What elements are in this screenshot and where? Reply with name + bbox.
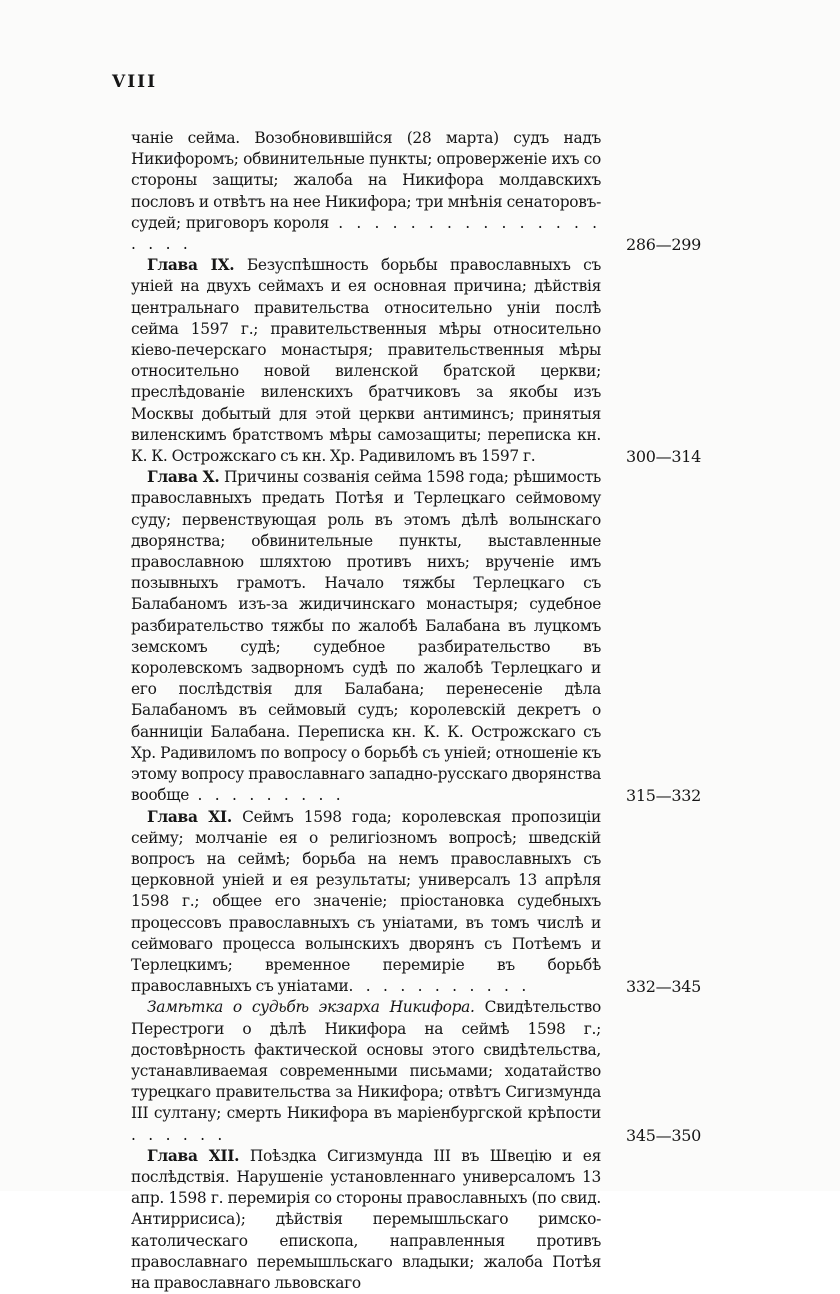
toc-entry <box>131 467 701 806</box>
toc-entry <box>131 1146 601 1294</box>
chapter-heading: Глава XII. <box>147 1146 240 1165</box>
toc-entry-pages: 286—299 <box>626 235 701 255</box>
toc-entry <box>131 997 701 1145</box>
dot-leader: . . . . . . . . . <box>189 786 345 805</box>
toc-entry <box>131 807 701 998</box>
toc-entry-text: Безуспѣшность борьбы православныхъ съ уніей на двухъ сеймахъ и ея основная причина; дѣйствія центральнаго правительства относительно уніи послѣ сейма 1597 г.; правительственныя мѣры относительно кіево-печерскаго монастыря; правительственныя мѣры относительно новой виленской братской церкви; преслѣдованіе виленскихъ братчиковъ за якобы изъ Москвы добытый для этой церкви антиминсъ; принятыя виленскимъ братствомъ мѣры самозащиты; переписка кн. К. К. Острожскаго съ кн. Хр. Радивиломъ въ 1597 г. <box>131 256 601 466</box>
dot-leader: . . . . . . . . . . . . . . . . . . . <box>131 213 601 254</box>
toc-entry-body <box>131 1146 601 1294</box>
toc-entry-pages: 345—350 <box>626 1125 701 1145</box>
toc-entry <box>131 128 701 255</box>
dot-leader: . . . . . . <box>131 1125 227 1144</box>
chapter-heading: Глава IX. <box>147 256 235 275</box>
chapter-heading: Глава X. <box>147 468 220 487</box>
toc-entry-body <box>131 807 601 998</box>
toc-entry-body <box>131 467 601 806</box>
toc-entry-body <box>131 997 601 1145</box>
toc-entry-text: Поѣздка Сигизмунда III въ Швецію и ея послѣдствія. Нарушеніе установленнаго универсаломъ 13 апр. 1598 г. перемирія со стороны православныхъ (по свид. Антиррисиса); дѣйствія перемышльскаго римско-католическаго епископа, направленныя противъ православнаго перемышльскаго владыки; жалоба Потѣя на православнаго львовскаго <box>131 1146 601 1292</box>
toc-entry <box>131 255 701 467</box>
toc-entry-pages: 315—332 <box>626 786 701 806</box>
dot-leader: . . . . . . . . . . . <box>348 977 531 996</box>
toc-entry-text: Причины созванія сейма 1598 года; рѣшимость православныхъ предать Потѣя и Терлецкаго сеймовому суду; первенствующая роль въ этомъ дѣлѣ волынскаго дворянства; обвинительные пункты, выставленные православною шляхтою противъ нихъ; врученіе имъ позывныхъ грамотъ. Начало тяжбы Терлецкаго съ Балабаномъ изъ-за жидичинскаго монастыря; судебное разбирательство тяжбы по жалобѣ Балабана въ луцкомъ земскомъ судѣ; судебное разбирательство въ королевскомъ задворномъ судѣ по жалобѣ Терлецкаго и его послѣдствія для Балабана; перенесеніе дѣла Балабаномъ въ сеймовый судъ; королевскій декретъ о банниціи Балабана. Переписка кн. К. К. Острожскаго съ Хр. Радивиломъ по вопросу о борьбѣ съ уніей; отношеніе къ этому вопросу православнаго западно-русскаго дворянства вообще <box>131 468 601 805</box>
table-of-contents <box>131 128 701 1294</box>
toc-entry-text: Сеймъ 1598 года; королевская пропозиціи сейму; молчаніе ея о религіозномъ вопросѣ; шведскій вопросъ на сеймѣ; борьба на немъ православныхъ съ церковной уніей и ея результаты; универсалъ 13 апрѣля 1598 г.; общее его значеніе; пріостановка судебныхъ процессовъ православныхъ съ уніатами, въ томъ числѣ и сеймоваго процесса волынскихъ дворянъ съ Потѣемъ и Терлецкимъ; временное перемиріе въ борьбѣ православныхъ съ уніатами <box>131 807 601 996</box>
toc-entry-pages: 300—314 <box>626 447 701 467</box>
toc-entry-body <box>131 255 601 467</box>
chapter-heading: Глава XI. <box>147 807 232 826</box>
toc-entry-text: Свидѣтельство Перестроги о дѣлѣ Никифора на сеймѣ 1598 г.; достовѣрность фактической основы этого свидѣтельства, устанавливаемая современными письмами; ходатайство турецкаго правительства за Никифора; отвѣтъ Сигизмунда III султану; смерть Никифора въ маріенбургской крѣпости <box>131 998 601 1123</box>
toc-entry-text: чаніе сейма. Возобновившійся (28 марта) судъ надъ Никифоромъ; обвинительные пункты; опроверженіе ихъ со стороны защиты; жалоба на Никифора молдавскихъ пословъ и отвѣтъ на нее Никифора; три мнѣнія сенаторовъ-судей; приговоръ короля <box>131 129 601 232</box>
page-number: VIII <box>112 72 158 92</box>
toc-entry-body <box>131 128 601 255</box>
toc-entry-pages: 332—345 <box>626 977 701 997</box>
note-heading: Замѣтка о судьбѣ экзарха Никифора. <box>147 998 475 1017</box>
